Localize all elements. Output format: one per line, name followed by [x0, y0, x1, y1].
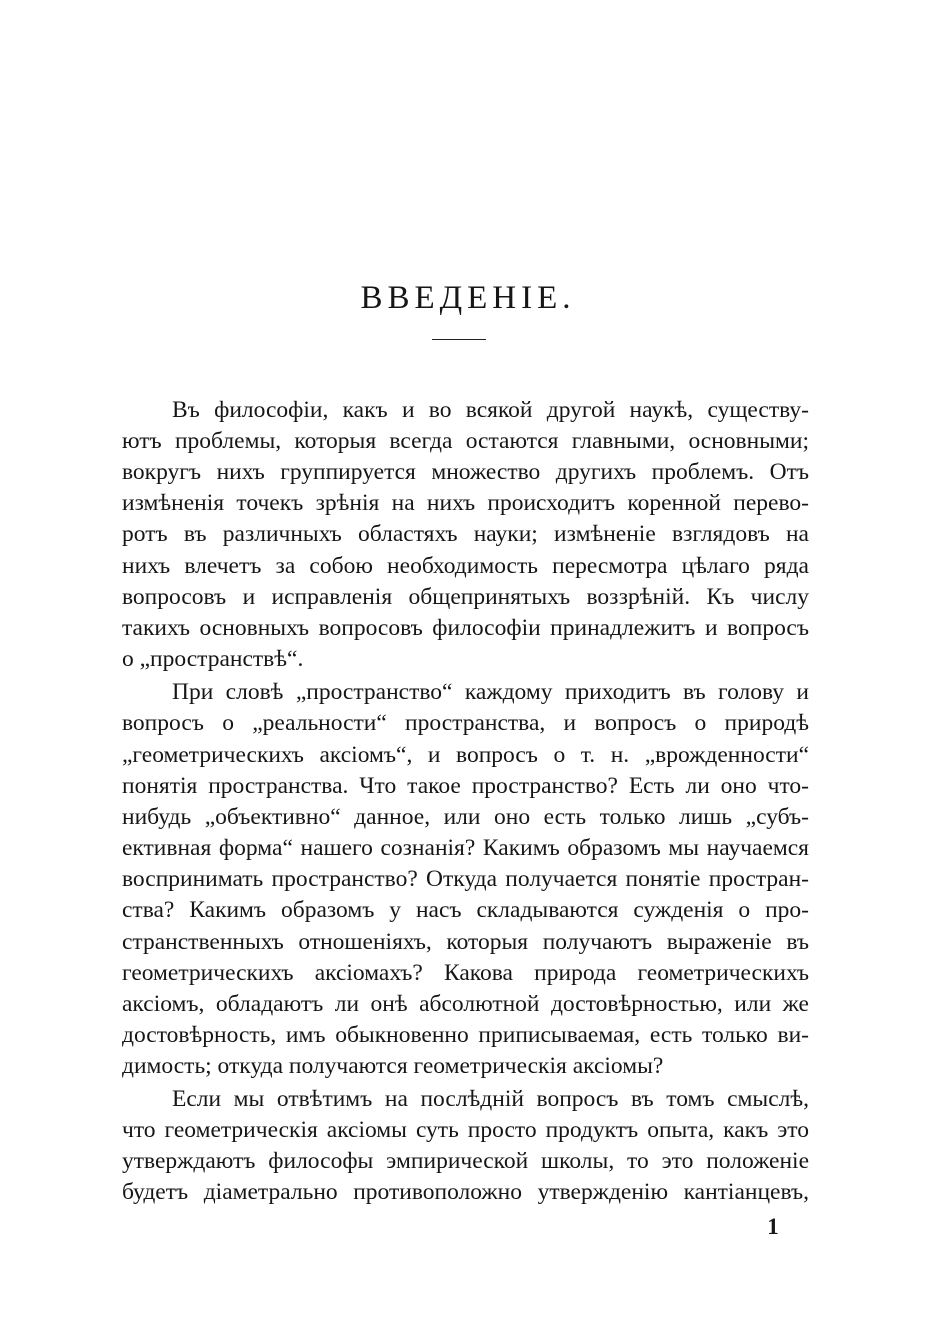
text-line: будетъ діаметрально противоположно утвержденію кантіанцевъ, — [122, 1179, 809, 1205]
text-line: ротъ въ различныхъ областяхъ науки; измѣненіе взглядовъ на — [122, 521, 809, 547]
text-line: ютъ проблемы, которыя всегда остаются главными, основными; — [122, 428, 809, 454]
text-line: понятія пространства. Что такое пространство? Есть ли оно что- — [122, 773, 809, 799]
text-line: воспринимать пространство? Откуда получается понятіе простран- — [122, 866, 809, 892]
text-line: Въ философіи, какъ и во всякой другой наукѣ, существу- — [172, 397, 809, 423]
text-line: Если мы отвѣтимъ на послѣдній вопросъ въ томъ смыслѣ, — [172, 1086, 809, 1112]
text-line: вопросовъ и исправленія общепринятыхъ воззрѣній. Къ числу — [122, 584, 809, 610]
text-line: такихъ основныхъ вопросовъ философіи принадлежитъ и вопросъ — [122, 615, 809, 641]
text-line: димость; откуда получаются геометрическія аксіомы? — [122, 1053, 664, 1079]
page-number: 1 — [767, 1214, 779, 1239]
text-line: о „пространствѣ“. — [122, 646, 304, 672]
text-line: вопросъ о „реальности“ пространства, и вопросъ о природѣ — [122, 710, 809, 736]
text-line: вокругъ нихъ группируется множество другихъ проблемъ. Отъ — [122, 459, 809, 485]
text-line: аксіомъ, обладаютъ ли онѣ абсолютной достовѣрностью, или же — [122, 991, 809, 1017]
text-line: ства? Какимъ образомъ у насъ складываются сужденія о про- — [122, 897, 809, 923]
text-line: ективная форма“ нашего сознанія? Какимъ образомъ мы научаемся — [122, 835, 809, 861]
text-line: измѣненія точекъ зрѣнія на нихъ происходитъ коренной перево- — [122, 490, 809, 516]
text-line: что геометрическія аксіомы суть просто продуктъ опыта, какъ это — [122, 1117, 809, 1143]
chapter-title: ВВЕДЕНІЕ. — [360, 280, 576, 316]
text-line: „геометрическихъ аксіомъ“, и вопросъ о т. н. „врожденности“ — [122, 742, 809, 768]
text-line: При словѣ „пространство“ каждому приходитъ въ голову и — [172, 679, 809, 705]
text-line: нихъ влечетъ за собою необходимость пересмотра цѣлаго ряда — [122, 553, 809, 579]
title-divider — [432, 339, 486, 340]
text-line: нибудь „объективно“ данное, или оно есть только лишь „субъ- — [122, 804, 809, 830]
text-line: странственныхъ отношеніяхъ, которыя получаютъ выраженіе въ — [122, 929, 809, 955]
text-line: достовѣрность, имъ обыкновенно приписываемая, есть только ви- — [122, 1022, 809, 1048]
text-line: геометрическихъ аксіомахъ? Какова природа геометрическихъ — [122, 960, 809, 986]
text-line: утверждаютъ философы эмпирической школы, то это положеніе — [122, 1148, 809, 1174]
